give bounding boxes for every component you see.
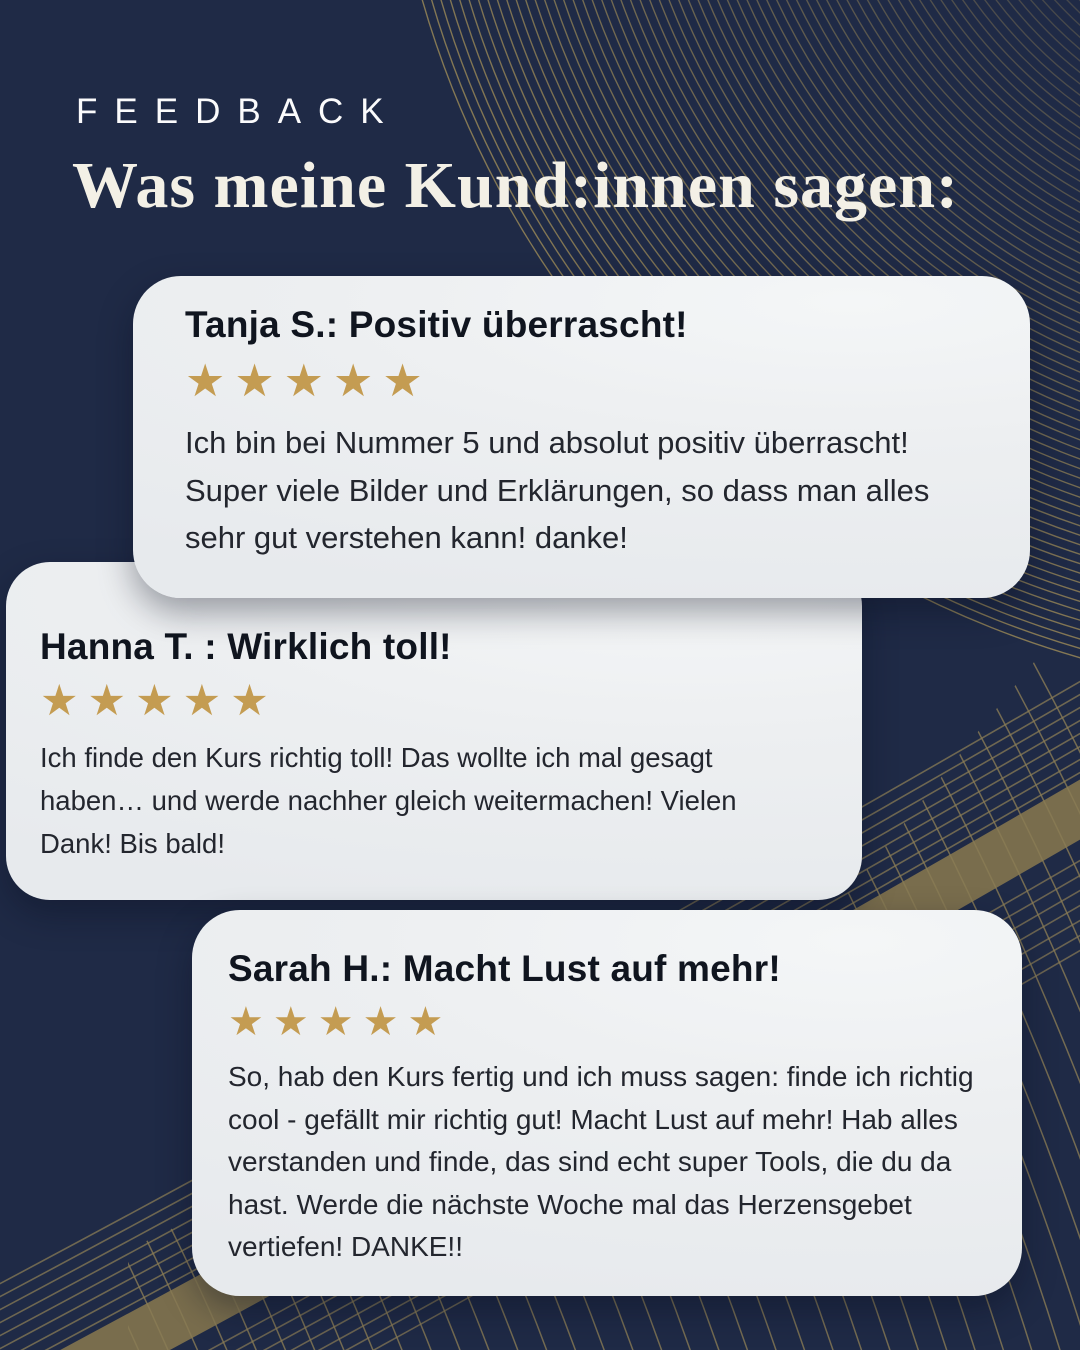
page-title: Was meine Kund:innen sagen:: [72, 149, 959, 222]
review-text: Ich bin bei Nummer 5 und absolut positiv überrascht! Super viele Bilder und Erklärungen, so dass man alles sehr gut verstehen kann! danke!: [185, 425, 930, 556]
reviewer-name-headline: Hanna T. : Wirklich toll!: [40, 626, 452, 667]
review-card: [6, 562, 862, 900]
eyebrow-label: FEEDBACK: [76, 92, 401, 131]
review-card: [133, 276, 1030, 598]
review-text: So, hab den Kurs fertig und ich muss sagen: finde ich richtig cool - gefällt mir richtig gut! Macht Lust auf mehr! Hab alles verstanden und finde, das sind echt super Tools, die du da hast. Werde die nächste Woche mal das Herzensgebet vertiefen! DANKE!!: [228, 1061, 974, 1263]
reviewer-name-headline: Tanja S.: Positiv überrascht!: [185, 304, 688, 345]
five-star-rating-icons: ★★★★★: [228, 999, 453, 1046]
five-star-rating-icons: ★★★★★: [40, 676, 278, 727]
five-star-rating-icons: ★★★★★: [185, 354, 432, 408]
reviewer-name-headline: Sarah H.: Macht Lust auf mehr!: [228, 948, 781, 989]
review-text: Ich finde den Kurs richtig toll! Das wollte ich mal gesagt haben… und werde nachher gleich weitermachen! Vielen Dank! Bis bald!: [40, 742, 737, 859]
review-card: [192, 910, 1022, 1296]
